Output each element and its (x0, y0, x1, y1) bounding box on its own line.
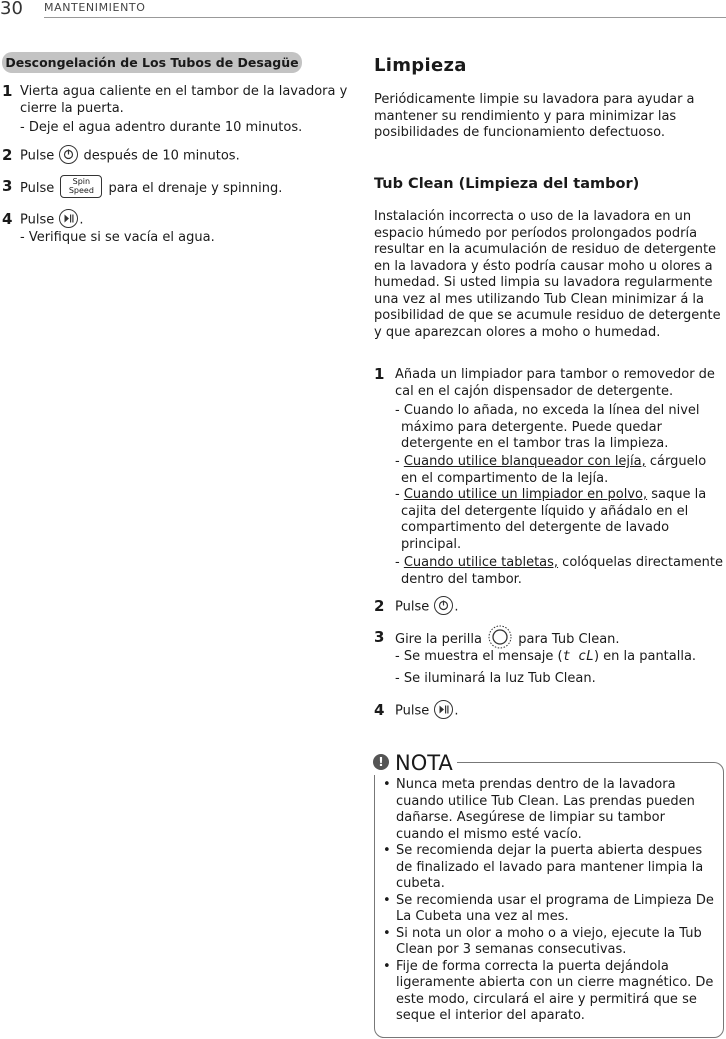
right-step-3-post: para Tub Clean. (518, 632, 620, 647)
page-header (0, 0, 726, 18)
left-step-4 (20, 212, 350, 229)
right-step-2-pre: Pulse (395, 599, 430, 615)
header-divider (44, 17, 726, 18)
right-step-1-text: Añada un limpiador para tambor o removedor de cal en el cajón dispensador de detergente. (395, 367, 715, 399)
spin-speed-label-bottom: Speed (68, 186, 94, 195)
note-title (370, 751, 457, 775)
section-title: MANTENIMIENTO (44, 1, 146, 14)
left-step-1-sub: - Deje el agua adentro durante 10 minutos. (20, 120, 303, 135)
left-step-3-number: 3 (2, 177, 13, 195)
left-step-4-sub: - Verifique si se vacía el agua. (20, 230, 215, 245)
note-list (383, 777, 715, 1025)
note-box (374, 762, 724, 1038)
start-pause-button-icon (59, 209, 78, 228)
left-step-2 (20, 148, 350, 165)
right-step-4 (395, 703, 725, 720)
page-number: 30 (0, 0, 23, 19)
exclamation-icon: ! (373, 754, 389, 770)
right-step-1-sub-2-emphasis: Cuando utilice blanqueador con lejía, (403, 454, 646, 469)
right-step-1-sub-3-dash: - (395, 487, 404, 502)
left-step-3-post: para el drenaje y spinning. (108, 181, 283, 196)
left-step-2-pre: Pulse (20, 148, 55, 164)
right-step-1-sub-3-rest: saque la cajita del detergente líquido y añádalo en el compartimento del detergente de lavado principal. (401, 487, 707, 552)
note-item: • Se recomienda usar el programa de Limpieza De La Cubeta una vez al mes. (383, 893, 715, 926)
right-step-4-pre: Pulse (395, 703, 430, 719)
left-step-4-post: . (79, 212, 84, 228)
note-item: • Nunca meta prendas dentro de la lavadora cuando utilice Tub Clean. Las prendas pueden dañarse. Asegúrese de limpiar su tambor cuando el mismo esté vacío. (383, 777, 715, 843)
right-step-1-sub-3-emphasis: Cuando utilice un limpiador en polvo, (403, 487, 648, 502)
dial-knob-icon (488, 625, 512, 649)
right-step-3-sub-1-pre: - Se muestra el mensaje ( (395, 649, 563, 664)
left-step-4-pre: Pulse (20, 212, 55, 228)
right-step-3-pre: Gire la perilla (395, 632, 482, 647)
note-item: • Fije de forma correcta la puerta dejándola ligeramente abierta con un cierre magnético. De este modo, circulará el aire y permitirá que se seque el interior del aparato. (383, 959, 715, 1025)
spin-speed-label-top: Spin (72, 177, 91, 186)
left-step-2-number: 2 (2, 146, 13, 164)
cleaning-intro: Periódicamente limpie su lavadora para ayudar a mantener su rendimiento y para minimizar las posibilidades de funcionamiento defectuoso. (374, 92, 695, 140)
right-step-1-sub-4-dash: - (395, 555, 404, 570)
right-step-1-sub-4-rest: colóquelas directamente dentro del tambor. (401, 555, 723, 587)
left-step-3-pre: Pulse (20, 181, 55, 196)
right-step-3-sub-2: - Se iluminará la luz Tub Clean. (395, 671, 596, 686)
power-button-icon (434, 596, 453, 615)
display-message: t cL (562, 649, 594, 664)
right-step-4-post: . (454, 703, 459, 719)
right-step-1-sub-4 (395, 555, 726, 588)
left-step-2-post: después de 10 minutos. (83, 148, 240, 164)
right-step-3-sub-1 (395, 649, 725, 666)
right-step-3-number: 3 (374, 628, 385, 646)
right-step-1-sub-4-emphasis: Cuando utilice tabletas, (403, 555, 559, 570)
tub-clean-subtitle: Tub Clean (Limpieza del tambor) (374, 176, 640, 192)
right-step-3-sub-1-post: ) en la pantalla. (593, 649, 697, 664)
note-item: • Si nota un olor a moho o a viejo, ejecute la Tub Clean por 3 semanas consecutivas. (383, 926, 715, 959)
power-button-icon (59, 145, 78, 164)
right-step-2-number: 2 (374, 597, 385, 615)
right-step-4-number: 4 (374, 701, 385, 719)
right-step-1-sub-1: - Cuando lo añada, no exceda la línea del nivel máximo para detergente. Puede quedar detergente en el tambor tras la limpieza. (395, 403, 700, 451)
left-step-4-number: 4 (2, 210, 13, 228)
left-step-1-number: 1 (2, 82, 13, 100)
right-step-3 (395, 630, 725, 649)
spin-speed-button-icon (60, 175, 102, 198)
right-step-1-sub-2-dash: - (395, 454, 404, 469)
right-step-2-post: . (454, 599, 459, 615)
right-step-1-number: 1 (374, 365, 385, 383)
right-step-2 (395, 599, 725, 616)
drain-defrost-title: Descongelación de Los Tubos de Desagüe (2, 52, 302, 73)
left-step-1-text: Vierta agua caliente en el tambor de la lavadora y cierre la puerta. (20, 84, 348, 116)
note-title-text: NOTA (395, 751, 453, 775)
cleaning-title: Limpieza (374, 55, 467, 76)
start-pause-button-icon (434, 700, 453, 719)
right-step-1-sub-3 (395, 487, 726, 553)
tub-clean-body: Instalación incorrecta o uso de la lavadora en un espacio húmedo por períodos prolongados podría resultar en la acumulación de residuo de detergente en la lavadora y ésto podría causar moho u olores a humedad. Si usted limpia su lavadora regularmente una vez al mes utilizando Tub Clean minimizar á la posibilidad de que se acumule residuo de detergente y que aparezcan olores a moho o humedad. (374, 209, 721, 340)
left-step-3 (20, 179, 350, 198)
right-step-1-sub-2-rest: cárguelo en el compartimento de la lejía. (401, 454, 707, 486)
note-item: • Se recomienda dejar la puerta abierta despues de finalizado el lavado para mantener limpia la cubeta. (383, 843, 715, 893)
right-step-1-sub-2 (395, 454, 726, 487)
